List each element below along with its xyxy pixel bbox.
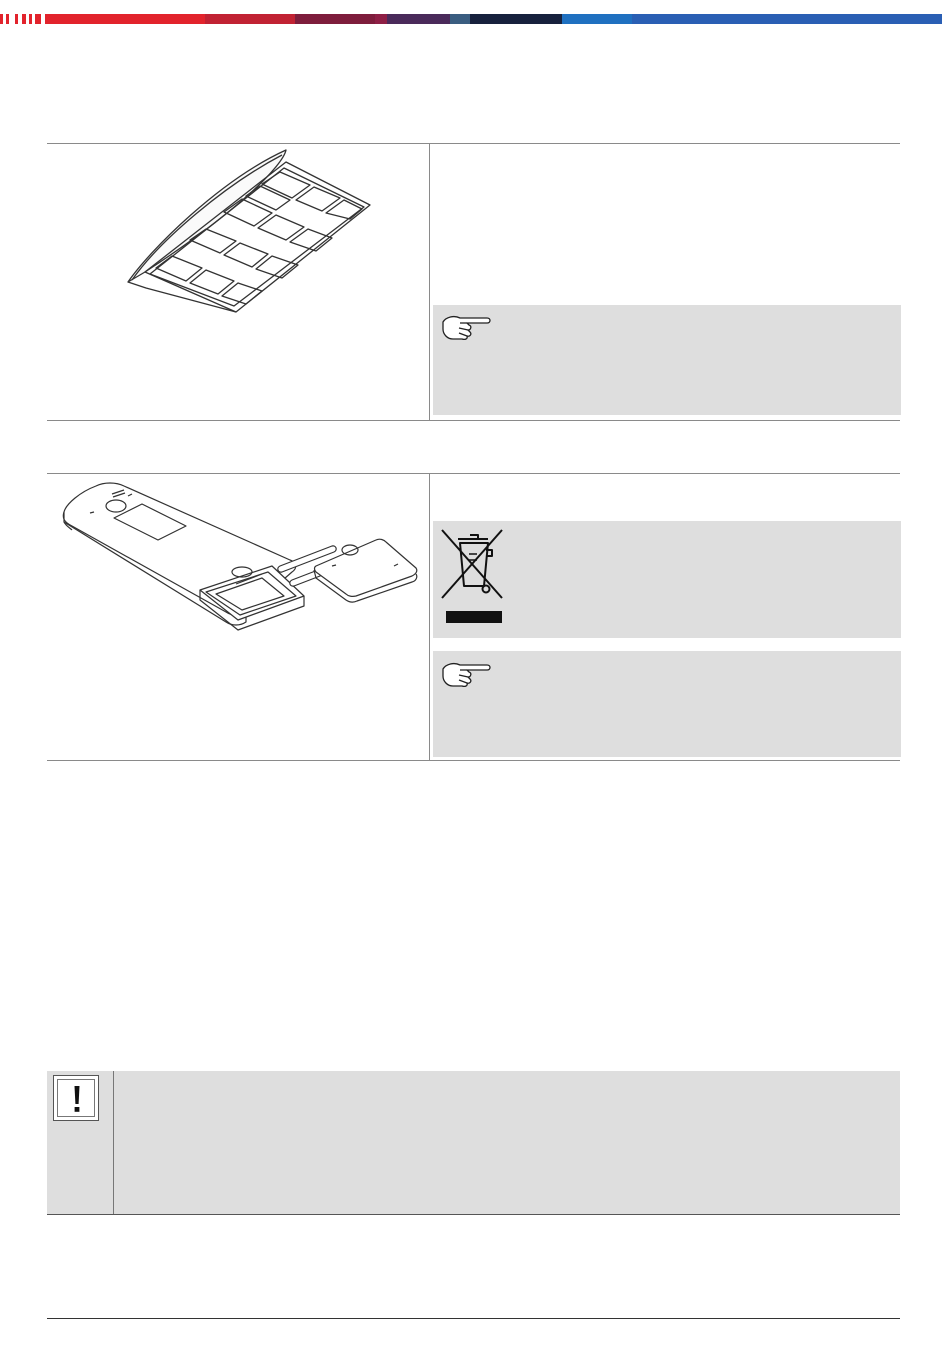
header-band-segment	[205, 14, 295, 24]
header-stripe	[15, 14, 18, 24]
header-band-segment	[387, 14, 450, 24]
header-stripe	[22, 14, 26, 24]
header-stripe	[6, 14, 9, 24]
section1-top-rule	[47, 143, 900, 144]
header-color-band	[0, 14, 950, 24]
header-band-segment	[295, 14, 375, 24]
remote-control-battery-illustration	[58, 478, 428, 638]
pointing-hand-icon	[440, 312, 494, 342]
section2-column-divider	[429, 473, 430, 760]
warning-bottom-rule	[47, 1214, 900, 1215]
header-stripe	[35, 14, 41, 24]
header-stripe	[29, 14, 32, 24]
section2-bottom-rule	[47, 760, 900, 761]
air-filter-illustration	[120, 145, 380, 315]
header-stripe	[0, 14, 3, 24]
warning-box	[47, 1071, 900, 1214]
header-band-segment	[450, 14, 470, 24]
exclamation-icon	[53, 1075, 99, 1121]
section1-bottom-rule	[47, 420, 900, 421]
header-band-segment	[470, 14, 562, 24]
warning-column-divider	[113, 1071, 114, 1214]
pointing-hand-icon	[440, 659, 494, 689]
section1-column-divider	[429, 143, 430, 420]
section2-top-rule	[47, 473, 900, 474]
header-band-segment	[375, 14, 387, 24]
footer-rule	[47, 1318, 900, 1319]
crossed-out-wheelie-bin-icon	[436, 526, 508, 626]
header-band-segment	[632, 14, 942, 24]
section2-note-box	[433, 651, 901, 757]
header-band-segment	[45, 14, 205, 24]
section1-note-box	[433, 305, 901, 415]
header-band-segment	[562, 14, 632, 24]
